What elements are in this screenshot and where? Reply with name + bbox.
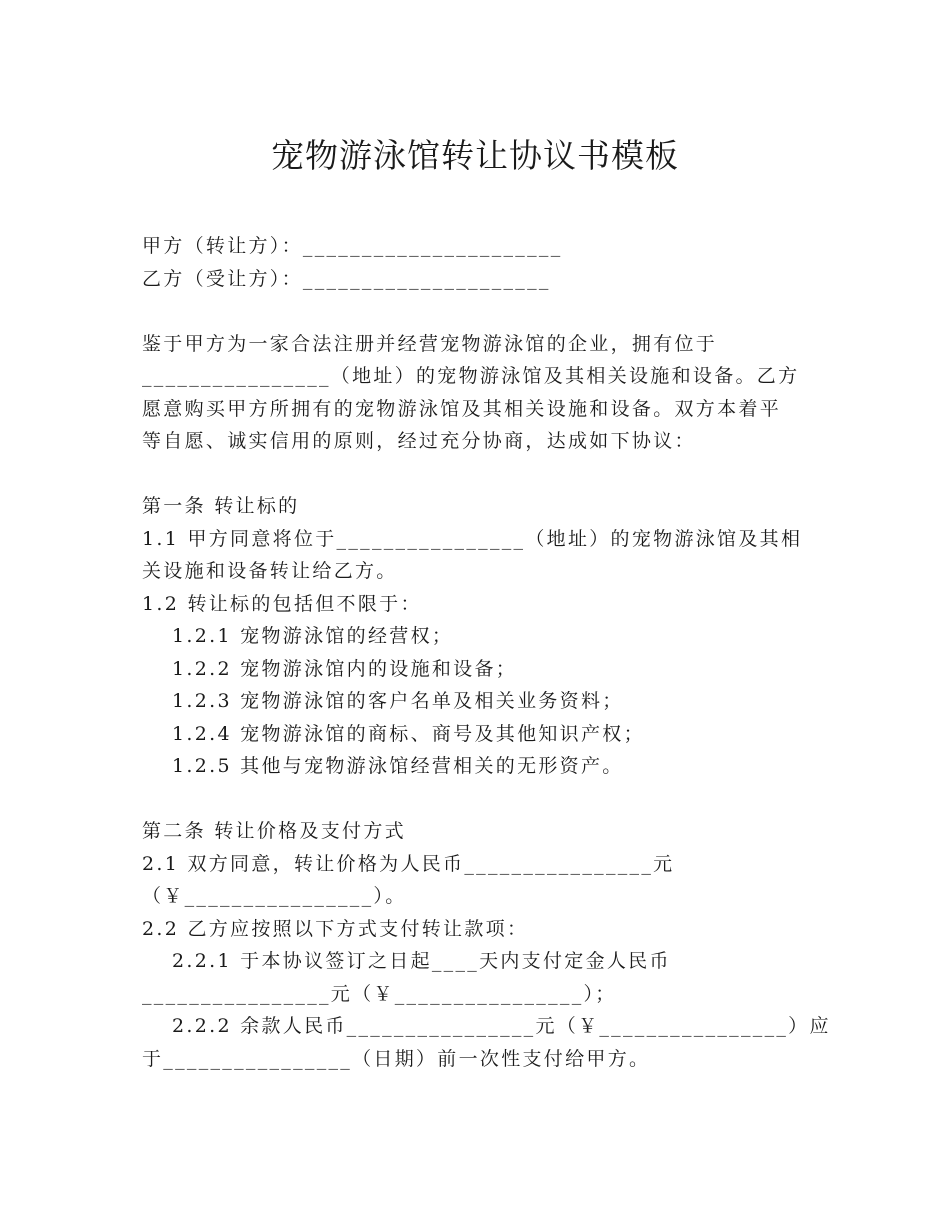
clause-item: 1.2.3 宠物游泳馆的客户名单及相关业务资料； [172, 690, 624, 712]
clause-2-2-1-line: ________________元（￥________________）； [142, 982, 617, 1005]
blank-line [142, 458, 802, 491]
preamble-line: 等自愿、诚实信用的原则，经过充分协商，达成如下协议： [142, 430, 696, 452]
party-b-line: 乙方（受让方）：_____________________ [142, 267, 551, 290]
blank-line [142, 295, 802, 328]
clause-1-2-line: 1.2 转让标的包括但不限于： [142, 592, 422, 615]
clause-2-1-line: （￥________________）。 [142, 885, 407, 907]
clause-item: 1.2.5 其他与宠物游泳馆经营相关的无形资产。 [172, 755, 624, 777]
article-2-heading: 第二条 转让价格及支付方式 [142, 820, 406, 842]
clause-item: 1.2.1 宠物游泳馆的经营权； [172, 625, 454, 647]
clause-2-2-2-line: 2.2.2 余款人民币________________元（￥________________）应 [172, 1015, 831, 1037]
clause-1-1-line: 1.1 甲方同意将位于________________（地址）的宠物游泳馆及其相 [142, 527, 803, 550]
clause-2-2-2-line: 于________________（日期）前一次性支付给甲方。 [142, 1047, 651, 1070]
clause-2-1-line: 2.1 双方同意，转让价格为人民币________________元 [142, 852, 675, 875]
clause-item: 1.2.4 宠物游泳馆的商标、商号及其他知识产权； [172, 722, 645, 745]
article-1-heading: 第一条 转让标的 [142, 495, 300, 517]
document-title: 宠物游泳馆转让协议书模板 [271, 136, 679, 175]
document-body [142, 230, 831, 1075]
clause-2-2-1-line: 2.2.1 于本协议签订之日起____天内支付定金人民币 [172, 950, 671, 972]
preamble-line: 愿意购买甲方所拥有的宠物游泳馆及其相关设施和设备。双方本着平 [142, 397, 782, 420]
blank-line [142, 783, 802, 816]
clause-2-2-line: 2.2 乙方应按照以下方式支付转让款项： [142, 917, 529, 940]
clause-1-1-line: 关设施和设备转让给乙方。 [142, 560, 398, 582]
preamble-line: 鉴于甲方为一家合法注册并经营宠物游泳馆的企业，拥有位于 [142, 332, 718, 355]
clause-item: 1.2.2 宠物游泳馆内的设施和设备； [172, 657, 518, 680]
preamble-line: ________________（地址）的宠物游泳馆及其相关设施和设备。乙方 [142, 365, 800, 387]
party-a-line: 甲方（转让方）：______________________ [142, 235, 563, 257]
